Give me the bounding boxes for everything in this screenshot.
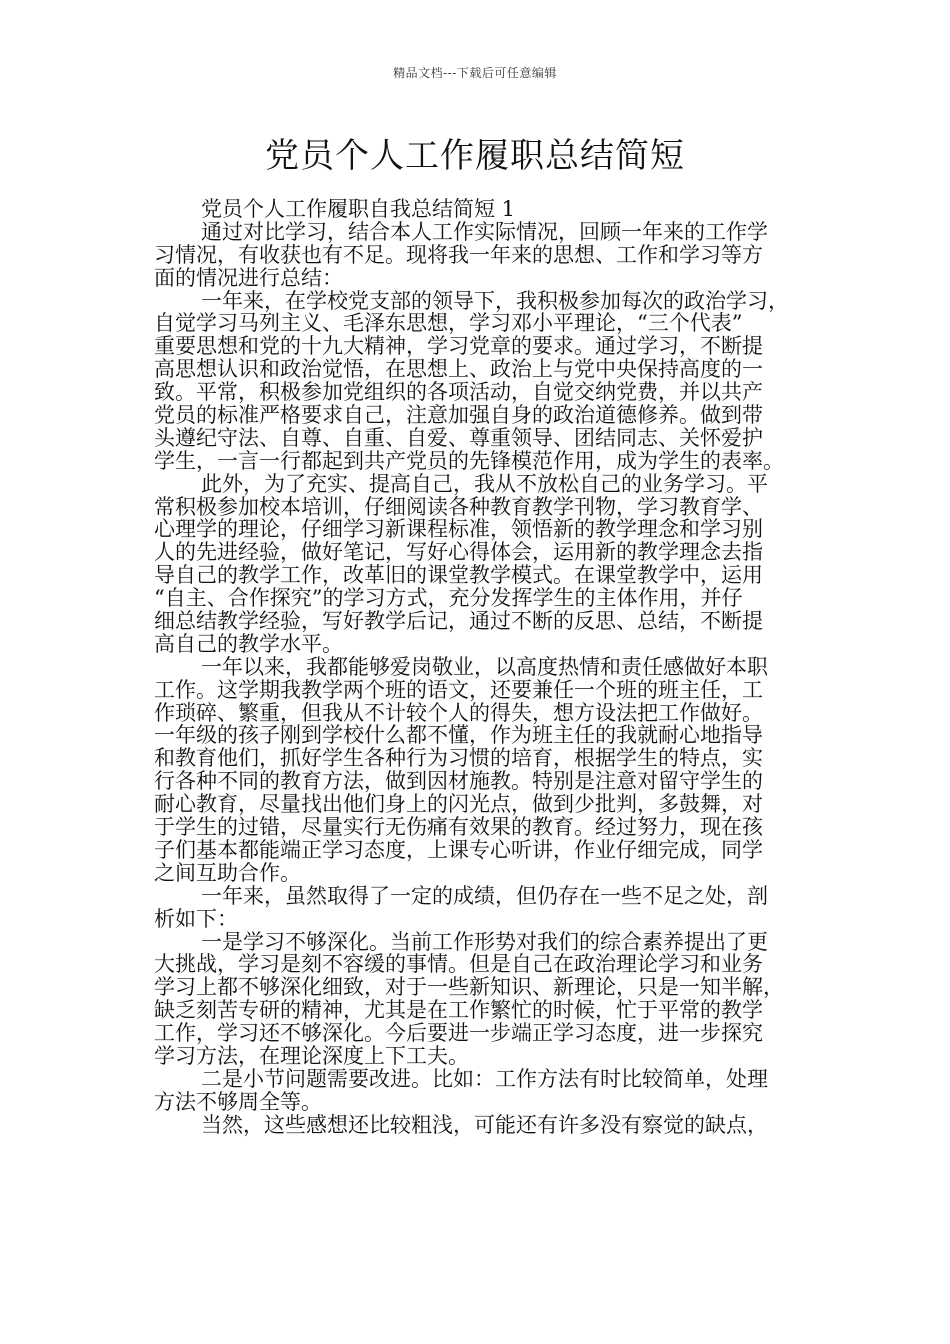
text-line: 习情况，有收获也有不足。现将我一年来的思想、工作和学习等方	[154, 242, 763, 267]
text-line: 析如下：	[154, 906, 238, 931]
page-header: 精品文档---下载后可任意编辑	[393, 66, 557, 80]
text-line: 一年以来，我都能够爱岗敬业，以高度热情和责任感做好本职	[201, 654, 768, 679]
text-line: 高思想认识和政治觉悟，在思想上、政治上与党中央保持高度的一	[154, 357, 763, 382]
text-line: “自主、合作探究”的学习方式，充分发挥学生的主体作用，并仔	[154, 586, 743, 611]
text-line: 常积极参加校本培训，仔细阅读各种教育教学刊物，学习教育学、	[154, 494, 763, 519]
text-line: 自觉学习马列主义、毛泽东思想，学习邓小平理论，“三个代表”	[154, 311, 743, 336]
text-line: 党员的标准严格要求自己，注意加强自身的政治道德修养。做到带	[154, 403, 763, 428]
text-line: 子们基本都能端正学习态度，上课专心听讲，作业仔细完成，同学	[154, 837, 763, 862]
text-line: 细总结教学经验，写好教学后记，通过不断的反思、总结，不断提	[154, 609, 763, 634]
text-line: 高自己的教学水平。	[154, 631, 343, 656]
document-body	[154, 198, 814, 1137]
text-line: 通过对比学习，结合本人工作实际情况，回顾一年来的工作学	[201, 219, 768, 244]
text-line: 致。平常，积极参加党组织的各项活动，自觉交纳党费，并以共产	[154, 380, 763, 405]
text-line: 行各种不同的教育方法，做到因材施教。特别是注意对留守学生的	[154, 769, 763, 794]
text-line: 工作，学习还不够深化。今后要进一步端正学习态度，进一步探究	[154, 1021, 763, 1046]
text-line: 和教育他们，抓好学生各种行为习惯的培育，根据学生的特点，实	[154, 746, 763, 771]
text-line: 头遵纪守法、自尊、自重、自爱、尊重领导、团结同志、关怀爱护	[154, 425, 763, 450]
text-line: 学习上都不够深化细致，对于一些新知识、新理论，只是一知半解，	[154, 975, 784, 1000]
text-line: 面的情况进行总结：	[154, 265, 343, 290]
text-line: 此外，为了充实、提高自己，我从不放松自己的业务学习。平	[201, 471, 768, 496]
text-line: 方法不够周全等。	[154, 1089, 322, 1114]
text-line: 作琐碎、繁重，但我从不计较个人的得失，想方设法把工作做好。	[154, 700, 763, 725]
section-heading: 党员个人工作履职自我总结简短 1	[201, 197, 516, 221]
text-line: 一年来，在学校党支部的领导下，我积极参加每次的政治学习，	[201, 288, 789, 313]
text-line: 一年级的孩子刚到学校什么都不懂，作为班主任的我就耐心地指导	[154, 723, 763, 748]
text-line: 之间互助合作。	[154, 860, 301, 885]
document-title: 党员个人工作履职总结简短	[265, 136, 685, 176]
text-line: 工作。这学期我教学两个班的语文，还要兼任一个班的班主任，工	[154, 677, 763, 702]
text-line: 重要思想和党的十九大精神，学习党章的要求。通过学习，不断提	[154, 334, 763, 359]
text-line: 导自己的教学工作，改革旧的课堂教学模式。在课堂教学中，运用	[154, 563, 763, 588]
text-line: 一是学习不够深化。当前工作形势对我们的综合素养提出了更	[201, 929, 768, 954]
text-line: 一年来，虽然取得了一定的成绩，但仍存在一些不足之处，剖	[201, 883, 768, 908]
text-line: 心理学的理论，仔细学习新课程标准，领悟新的教学理念和学习别	[154, 517, 763, 542]
text-line: 学生，一言一行都起到共产党员的先锋模范作用，成为学生的表率。	[154, 448, 784, 473]
text-line: 大挑战，学习是刻不容缓的事情。但是自己在政治理论学习和业务	[154, 952, 763, 977]
text-line: 二是小节问题需要改进。比如：工作方法有时比较简单，处理	[201, 1066, 768, 1091]
text-line: 于学生的过错，尽量实行无伤痛有效果的教育。经过努力，现在孩	[154, 815, 763, 840]
text-line: 当然，这些感想还比较粗浅，可能还有许多没有察觉的缺点，	[201, 1112, 768, 1137]
text-line: 人的先进经验，做好笔记，写好心得体会，运用新的教学理念去指	[154, 540, 763, 565]
text-line: 学习方法，在理论深度上下工夫。	[154, 1043, 469, 1068]
text-line: 耐心教育，尽量找出他们身上的闪光点，做到少批判，多鼓舞，对	[154, 792, 763, 817]
text-line: 缺乏刻苦专研的精神，尤其是在工作繁忙的时候，忙于平常的教学	[154, 998, 763, 1023]
